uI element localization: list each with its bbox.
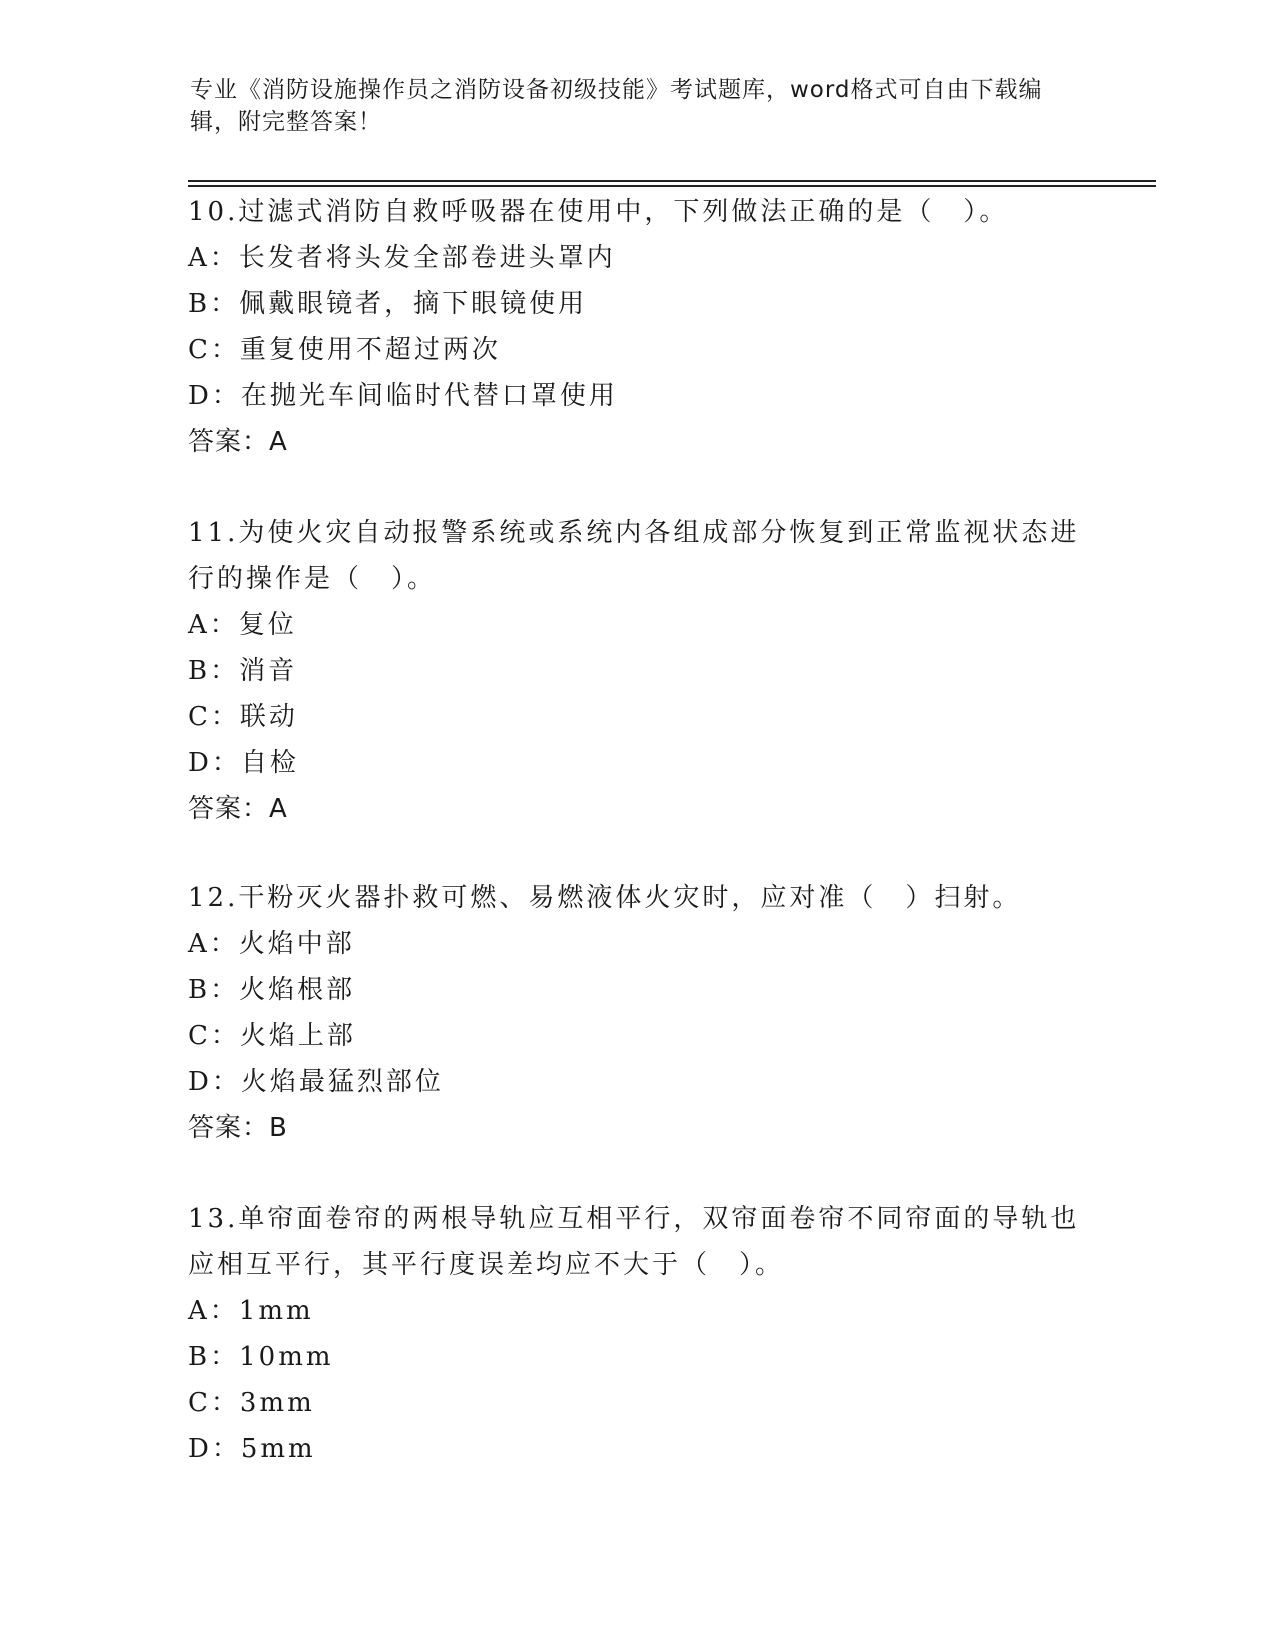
option-c: C：火焰上部	[188, 1021, 356, 1051]
option-a: A：长发者将头发全部卷进头罩内	[188, 243, 616, 273]
question-stem: 12.干粉灭火器扑救可燃、易燃液体火灾时，应对准（ ）扫射。	[188, 883, 1022, 913]
question-13	[188, 1196, 1088, 1472]
option-a: A：1mm	[188, 1296, 314, 1326]
option-b: B：消音	[188, 656, 298, 686]
option-b: B：火焰根部	[188, 975, 356, 1005]
option-d: D：5mm	[188, 1434, 316, 1464]
option-a: A：火焰中部	[188, 929, 355, 959]
question-12	[188, 875, 1088, 1151]
header-divider-top	[188, 180, 1156, 182]
option-d: D：在抛光车间临时代替口罩使用	[188, 381, 618, 411]
option-b: B：10mm	[188, 1342, 334, 1372]
question-stem: 13.单帘面卷帘的两根导轨应互相平行，双帘面卷帘不同帘面的导轨也应相互平行，其平行度误差均应不大于（ ）。	[188, 1204, 1080, 1280]
option-d: D：自检	[188, 748, 299, 778]
question-stem: 11.为使火灾自动报警系统或系统内各组成部分恢复到正常监视状态进行的操作是（ ）。	[188, 518, 1080, 594]
header-divider-bottom	[188, 185, 1156, 187]
answer: 答案：A	[188, 794, 288, 824]
option-c: C：联动	[188, 702, 298, 732]
question-10	[188, 189, 1088, 465]
question-stem: 10.过滤式消防自救呼吸器在使用中，下列做法正确的是（ ）。	[188, 197, 1009, 227]
option-b: B：佩戴眼镜者，摘下眼镜使用	[188, 289, 588, 319]
answer: 答案：A	[188, 427, 288, 457]
answer: 答案：B	[188, 1113, 288, 1143]
question-11	[188, 510, 1088, 832]
option-c: C：3mm	[188, 1388, 315, 1418]
option-a: A：复位	[188, 610, 297, 640]
document-header: 专业《消防设施操作员之消防设备初级技能》考试题库，word格式可自由下载编辑，附完整答案！	[190, 77, 1043, 135]
option-c: C：重复使用不超过两次	[188, 335, 501, 365]
option-d: D：火焰最猛烈部位	[188, 1067, 444, 1097]
